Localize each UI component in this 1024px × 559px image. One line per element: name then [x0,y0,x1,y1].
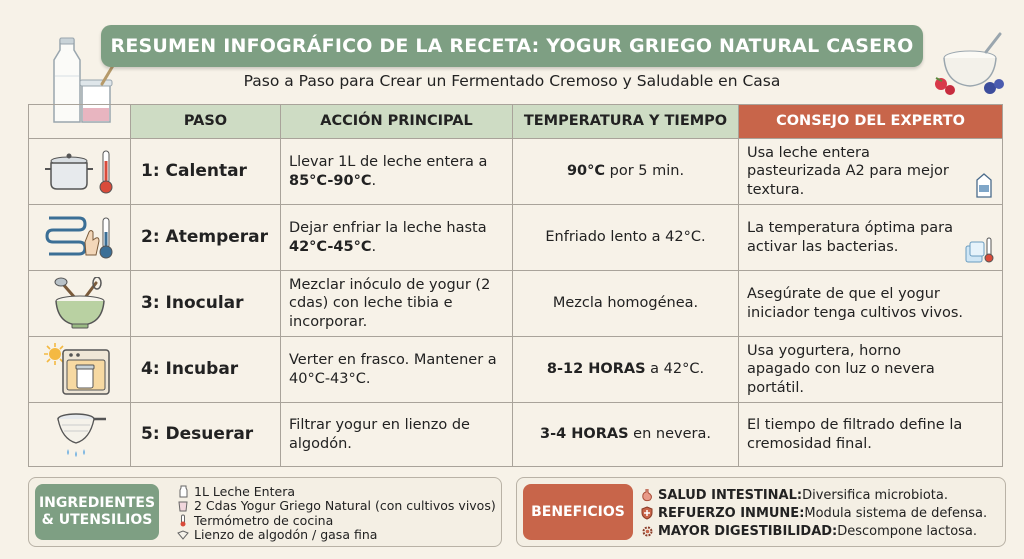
step-label: 3: Inocular [131,271,281,337]
action-text: Mezclar inóculo de yogur (2 cdas) con leche tibia e incorporar. [281,271,513,337]
ingredients-list [175,484,496,542]
temp-time-text: 90°C por 5 min. [513,139,739,205]
pot-thermometer-icon [29,139,131,205]
milk-bottle-icon [175,485,191,498]
thermometer-icon [175,514,191,527]
step-label: 2: Atemperar [131,205,281,271]
ice-thermometer-icon [964,236,994,264]
table-corner [29,105,131,139]
temp-time-text: Enfriado lento a 42°C. [513,205,739,271]
strainer-cloth-icon [29,403,131,467]
action-text: Dejar enfriar la leche hasta 42°C-45°C. [281,205,513,271]
expert-tip: Usa leche entera pasteurizada A2 para mejor textura. [739,139,1003,205]
shield-icon [639,506,655,520]
expert-tip: Usa yogurtera, horno apagado con luz o nevera portátil. [739,337,1003,403]
expert-tip: Asegúrate de que el yogur iniciador tenga cultivos vivos. [739,271,1003,337]
expert-tip: La temperatura óptima para activar las bacterias. [739,205,1003,271]
temp-time-text: 8-12 HORAS a 42°C. [513,337,739,403]
recipe-table [28,104,1003,467]
header-consejo: CONSEJO DEL EXPERTO [739,105,1003,139]
ingredients-label: INGREDIENTES & UTENSILIOS [35,484,159,540]
benefits-panel [516,477,1006,547]
header-temperatura: TEMPERATURA Y TIEMPO [513,105,739,139]
cloth-icon [175,530,191,540]
gear-icon [639,525,655,538]
page-subtitle: Paso a Paso para Crear un Fermentado Cremoso y Saludable en Casa [243,72,781,90]
step-label: 4: Incubar [131,337,281,403]
benefits-label: BENEFICIOS [523,484,633,540]
list-item: SALUD INTESTINAL: Diversifica microbiota. [639,486,987,504]
yogurt-bowl-berries-illustration [928,28,1008,98]
stomach-icon [639,488,655,502]
header-paso: PASO [131,105,281,139]
expert-tip: El tiempo de filtrado define la cremosidad final. [739,403,1003,467]
action-text: Verter en frasco. Mantener a 40°C-43°C. [281,337,513,403]
action-text: Filtrar yogur en lienzo de algodón. [281,403,513,467]
list-item: MAYOR DIGESTIBILIDAD: Descompone lactosa. [639,522,987,540]
page-title: RESUMEN INFOGRÁFICO DE LA RECETA: YOGUR GRIEGO NATURAL CASERO [101,25,923,67]
yogurt-cup-icon [175,500,191,512]
list-item: 1L Leche Entera [175,484,496,499]
list-item: 2 Cdas Yogur Griego Natural (con cultivos vivos) [175,499,496,514]
action-text: Llevar 1L de leche entera a 85°C-90°C. [281,139,513,205]
list-item: Lienzo de algodón / gasa fina [175,528,496,543]
list-item: Termómetro de cocina [175,513,496,528]
ingredients-panel [28,477,502,547]
temp-time-text: Mezcla homogénea. [513,271,739,337]
temp-time-text: 3-4 HORAS en nevera. [513,403,739,467]
bowl-whisk-icon [29,271,131,337]
oven-jar-icon [29,337,131,403]
milk-carton-icon [974,172,994,198]
step-label: 1: Calentar [131,139,281,205]
benefits-list [639,486,987,540]
cooling-coil-hand-icon [29,205,131,271]
header-accion: ACCIÓN PRINCIPAL [281,105,513,139]
step-label: 5: Desuerar [131,403,281,467]
list-item: REFUERZO INMUNE: Modula sistema de defensa. [639,504,987,522]
